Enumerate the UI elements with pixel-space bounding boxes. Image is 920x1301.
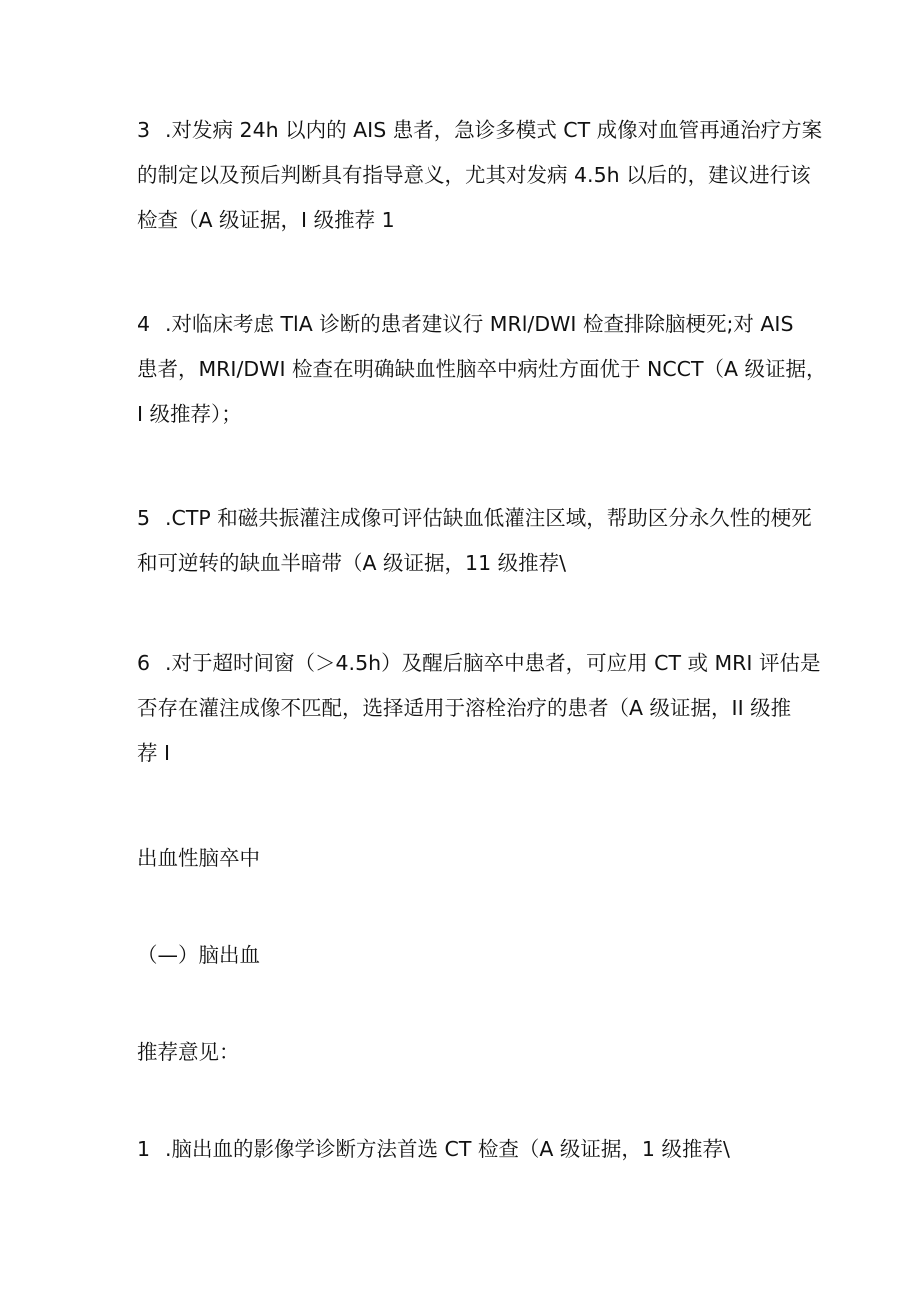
item-line: 患者，MRI/DWI 检查在明确缺血性脑卒中病灶方面优于 NCCT（A 级证据， [137,357,827,381]
item-line: 检查（A 级证据，I 级推荐 1 [137,208,395,232]
item-line: 1 .脑出血的影像学诊断方法首选 CT 检查（A 级证据，1 级推荐\ [137,1127,797,1172]
recommendation-item-3 [137,108,823,243]
recommendation-item-5 [137,496,812,586]
item-line: 否存在灌注成像不匹配，选择适用于溶栓治疗的患者（A 级证据，II 级推 [137,696,792,720]
item-number: 6 [137,651,151,675]
item-line: 3 .对发病 24h 以内的 AIS 患者，急诊多模式 CT 成像对血管再通治疗方案 [137,108,797,153]
item-number: 5 [137,506,151,530]
item-line: 的制定以及预后判断具有指导意义，尤其对发病 4.5h 以后的，建议进行该 [137,163,811,187]
item-number: 4 [137,312,151,336]
subsection-title: （—）脑出血 [137,943,260,967]
recommendation-item-4 [137,302,827,437]
item-line: 荐 I [137,741,171,765]
item-line: I 级推荐）； [137,402,242,426]
item-line: 5 .CTP 和磁共振灌注成像可评估缺血低灌注区域，帮助区分永久性的梗死 [137,496,797,541]
item-line: 4 .对临床考虑 TlA 诊断的患者建议行 MRl/DWI 检查排除脑梗死;对 AIS [137,302,797,347]
recommendation-item-1 [137,1127,797,1172]
item-line: 6 .对于超时间窗（＞4.5h）及醒后脑卒中患者，可应用 CT 或 MRI 评估是 [137,641,797,686]
section-title: 出血性脑卒中 [137,846,260,870]
item-number: 3 [137,118,151,142]
recommend-label: 推荐意见： [137,1040,240,1064]
item-number: 1 [137,1137,151,1161]
item-line: 和可逆转的缺血半暗带（A 级证据，11 级推荐\ [137,551,567,575]
recommendation-item-6 [137,641,821,776]
